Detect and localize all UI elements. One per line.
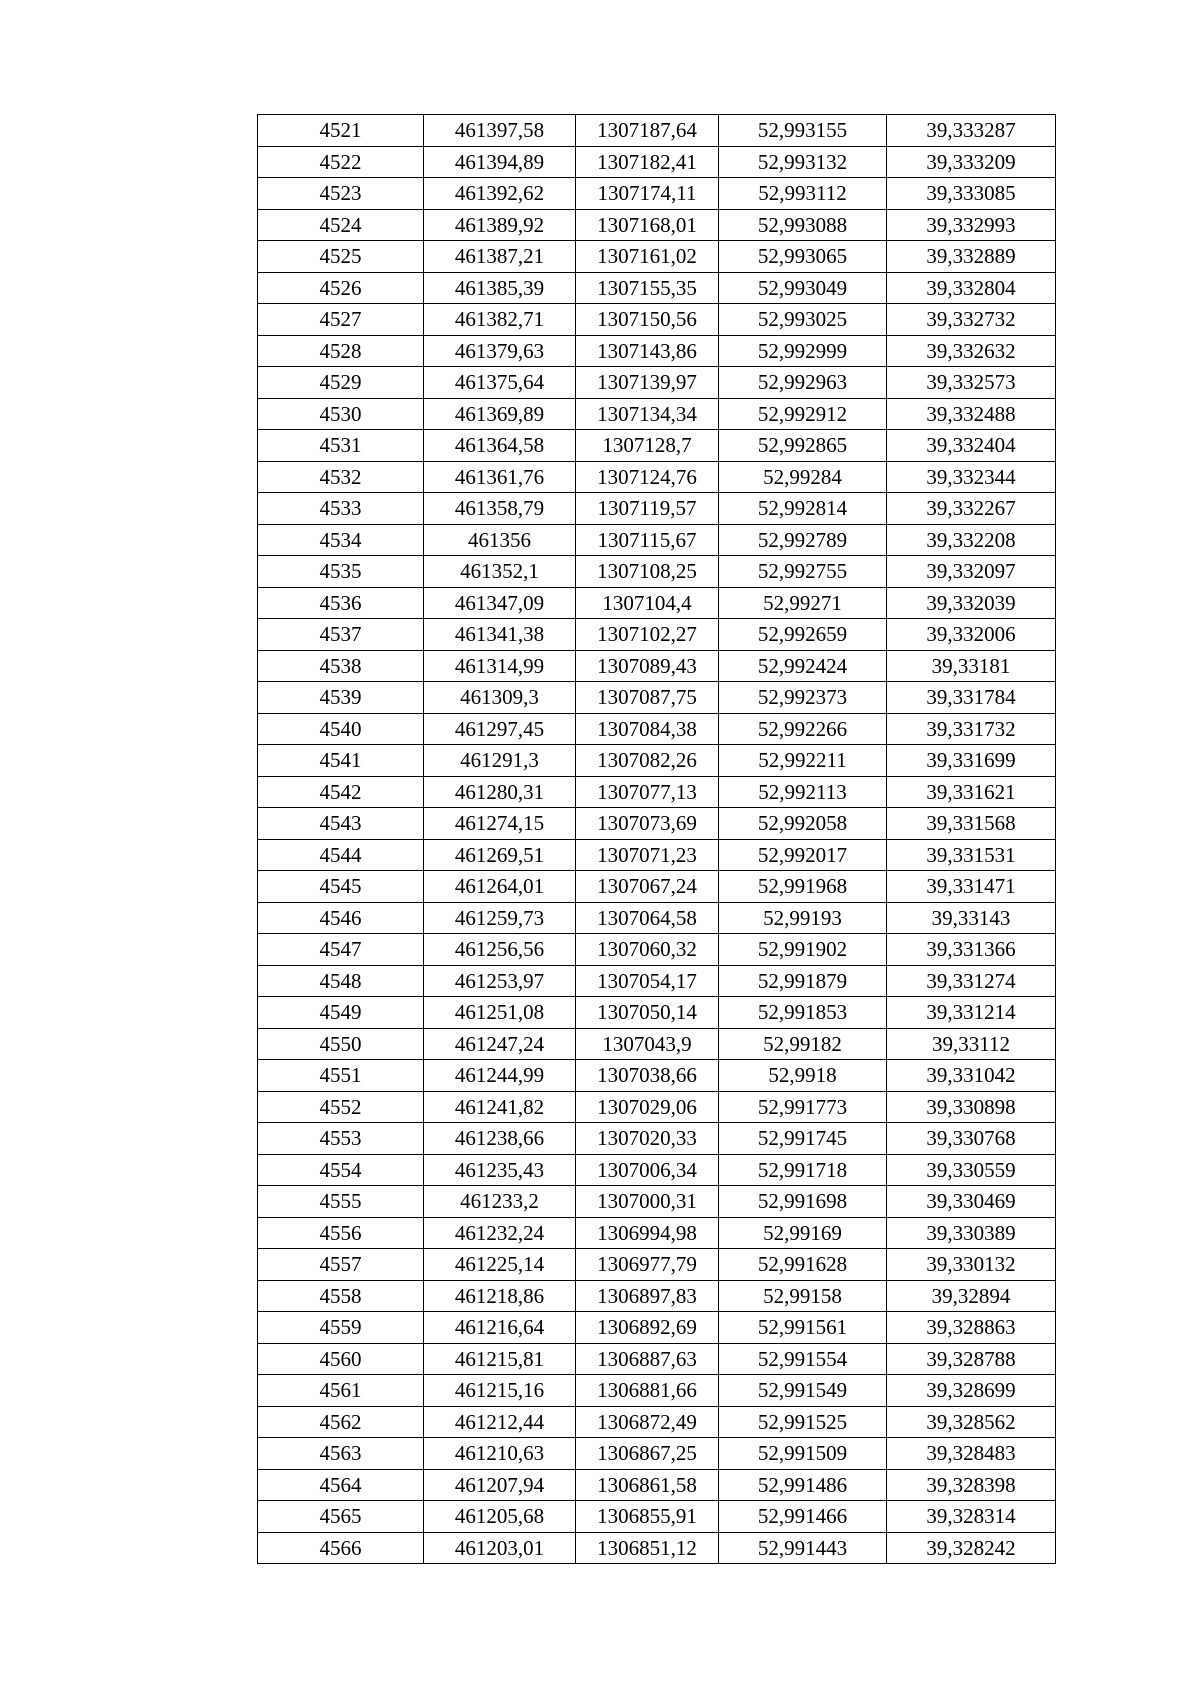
- longitude-cell: 39,328562: [887, 1406, 1056, 1438]
- table-row: [258, 524, 1056, 556]
- table-row: [258, 146, 1056, 178]
- coordinates-table-body: [258, 115, 1056, 1564]
- longitude-cell: 39,333209: [887, 146, 1056, 178]
- table-row: [258, 1312, 1056, 1344]
- point-number-cell: 4531: [258, 430, 424, 462]
- point-number-cell: 4548: [258, 965, 424, 997]
- latitude-cell: 52,992211: [719, 745, 887, 777]
- x-coordinate-cell: 461297,45: [424, 713, 576, 745]
- y-coordinate-cell: 1307155,35: [576, 272, 719, 304]
- y-coordinate-cell: 1306855,91: [576, 1501, 719, 1533]
- latitude-cell: 52,992755: [719, 556, 887, 588]
- latitude-cell: 52,99169: [719, 1217, 887, 1249]
- latitude-cell: 52,99271: [719, 587, 887, 619]
- table-row: [258, 178, 1056, 210]
- latitude-cell: 52,99284: [719, 461, 887, 493]
- point-number-cell: 4549: [258, 997, 424, 1029]
- table-row: [258, 367, 1056, 399]
- latitude-cell: 52,991525: [719, 1406, 887, 1438]
- latitude-cell: 52,993065: [719, 241, 887, 273]
- point-number-cell: 4528: [258, 335, 424, 367]
- longitude-cell: 39,332039: [887, 587, 1056, 619]
- x-coordinate-cell: 461256,56: [424, 934, 576, 966]
- longitude-cell: 39,330898: [887, 1091, 1056, 1123]
- point-number-cell: 4530: [258, 398, 424, 430]
- longitude-cell: 39,332344: [887, 461, 1056, 493]
- point-number-cell: 4551: [258, 1060, 424, 1092]
- point-number-cell: 4546: [258, 902, 424, 934]
- latitude-cell: 52,9918: [719, 1060, 887, 1092]
- point-number-cell: 4534: [258, 524, 424, 556]
- longitude-cell: 39,331042: [887, 1060, 1056, 1092]
- y-coordinate-cell: 1307077,13: [576, 776, 719, 808]
- point-number-cell: 4555: [258, 1186, 424, 1218]
- point-number-cell: 4536: [258, 587, 424, 619]
- table-row: [258, 1123, 1056, 1155]
- latitude-cell: 52,992912: [719, 398, 887, 430]
- y-coordinate-cell: 1306881,66: [576, 1375, 719, 1407]
- longitude-cell: 39,332804: [887, 272, 1056, 304]
- x-coordinate-cell: 461361,76: [424, 461, 576, 493]
- table-row: [258, 1406, 1056, 1438]
- longitude-cell: 39,332573: [887, 367, 1056, 399]
- latitude-cell: 52,991466: [719, 1501, 887, 1533]
- latitude-cell: 52,991902: [719, 934, 887, 966]
- y-coordinate-cell: 1307054,17: [576, 965, 719, 997]
- x-coordinate-cell: 461253,97: [424, 965, 576, 997]
- y-coordinate-cell: 1307128,7: [576, 430, 719, 462]
- x-coordinate-cell: 461203,01: [424, 1532, 576, 1564]
- table-row: [258, 241, 1056, 273]
- longitude-cell: 39,328314: [887, 1501, 1056, 1533]
- longitude-cell: 39,333085: [887, 178, 1056, 210]
- point-number-cell: 4553: [258, 1123, 424, 1155]
- longitude-cell: 39,332097: [887, 556, 1056, 588]
- latitude-cell: 52,993025: [719, 304, 887, 336]
- y-coordinate-cell: 1307168,01: [576, 209, 719, 241]
- table-row: [258, 1249, 1056, 1281]
- x-coordinate-cell: 461212,44: [424, 1406, 576, 1438]
- y-coordinate-cell: 1307161,02: [576, 241, 719, 273]
- x-coordinate-cell: 461369,89: [424, 398, 576, 430]
- x-coordinate-cell: 461233,2: [424, 1186, 576, 1218]
- longitude-cell: 39,330132: [887, 1249, 1056, 1281]
- point-number-cell: 4532: [258, 461, 424, 493]
- longitude-cell: 39,332488: [887, 398, 1056, 430]
- table-row: [258, 1186, 1056, 1218]
- longitude-cell: 39,331784: [887, 682, 1056, 714]
- longitude-cell: 39,333287: [887, 115, 1056, 147]
- x-coordinate-cell: 461394,89: [424, 146, 576, 178]
- table-row: [258, 745, 1056, 777]
- point-number-cell: 4529: [258, 367, 424, 399]
- point-number-cell: 4559: [258, 1312, 424, 1344]
- latitude-cell: 52,992266: [719, 713, 887, 745]
- x-coordinate-cell: 461309,3: [424, 682, 576, 714]
- point-number-cell: 4535: [258, 556, 424, 588]
- longitude-cell: 39,328863: [887, 1312, 1056, 1344]
- y-coordinate-cell: 1307060,32: [576, 934, 719, 966]
- y-coordinate-cell: 1307071,23: [576, 839, 719, 871]
- y-coordinate-cell: 1307006,34: [576, 1154, 719, 1186]
- y-coordinate-cell: 1307020,33: [576, 1123, 719, 1155]
- x-coordinate-cell: 461210,63: [424, 1438, 576, 1470]
- point-number-cell: 4565: [258, 1501, 424, 1533]
- y-coordinate-cell: 1307067,24: [576, 871, 719, 903]
- latitude-cell: 52,991698: [719, 1186, 887, 1218]
- latitude-cell: 52,992424: [719, 650, 887, 682]
- x-coordinate-cell: 461251,08: [424, 997, 576, 1029]
- x-coordinate-cell: 461218,86: [424, 1280, 576, 1312]
- latitude-cell: 52,991549: [719, 1375, 887, 1407]
- table-row: [258, 1154, 1056, 1186]
- y-coordinate-cell: 1307089,43: [576, 650, 719, 682]
- table-row: [258, 1028, 1056, 1060]
- x-coordinate-cell: 461247,24: [424, 1028, 576, 1060]
- y-coordinate-cell: 1307174,11: [576, 178, 719, 210]
- x-coordinate-cell: 461225,14: [424, 1249, 576, 1281]
- x-coordinate-cell: 461235,43: [424, 1154, 576, 1186]
- table-row: [258, 587, 1056, 619]
- table-row: [258, 713, 1056, 745]
- table-row: [258, 209, 1056, 241]
- x-coordinate-cell: 461291,3: [424, 745, 576, 777]
- x-coordinate-cell: 461269,51: [424, 839, 576, 871]
- longitude-cell: 39,332267: [887, 493, 1056, 525]
- longitude-cell: 39,328788: [887, 1343, 1056, 1375]
- longitude-cell: 39,332889: [887, 241, 1056, 273]
- longitude-cell: 39,33181: [887, 650, 1056, 682]
- point-number-cell: 4525: [258, 241, 424, 273]
- latitude-cell: 52,992963: [719, 367, 887, 399]
- x-coordinate-cell: 461389,92: [424, 209, 576, 241]
- x-coordinate-cell: 461280,31: [424, 776, 576, 808]
- latitude-cell: 52,993132: [719, 146, 887, 178]
- point-number-cell: 4533: [258, 493, 424, 525]
- point-number-cell: 4540: [258, 713, 424, 745]
- point-number-cell: 4527: [258, 304, 424, 336]
- latitude-cell: 52,992789: [719, 524, 887, 556]
- table-row: [258, 335, 1056, 367]
- point-number-cell: 4547: [258, 934, 424, 966]
- x-coordinate-cell: 461215,81: [424, 1343, 576, 1375]
- latitude-cell: 52,992113: [719, 776, 887, 808]
- point-number-cell: 4526: [258, 272, 424, 304]
- table-row: [258, 1375, 1056, 1407]
- y-coordinate-cell: 1307119,57: [576, 493, 719, 525]
- longitude-cell: 39,328398: [887, 1469, 1056, 1501]
- longitude-cell: 39,331214: [887, 997, 1056, 1029]
- y-coordinate-cell: 1306892,69: [576, 1312, 719, 1344]
- x-coordinate-cell: 461259,73: [424, 902, 576, 934]
- x-coordinate-cell: 461385,39: [424, 272, 576, 304]
- x-coordinate-cell: 461215,16: [424, 1375, 576, 1407]
- longitude-cell: 39,331531: [887, 839, 1056, 871]
- longitude-cell: 39,331366: [887, 934, 1056, 966]
- x-coordinate-cell: 461352,1: [424, 556, 576, 588]
- table-row: [258, 839, 1056, 871]
- x-coordinate-cell: 461341,38: [424, 619, 576, 651]
- latitude-cell: 52,99193: [719, 902, 887, 934]
- point-number-cell: 4523: [258, 178, 424, 210]
- point-number-cell: 4562: [258, 1406, 424, 1438]
- y-coordinate-cell: 1307043,9: [576, 1028, 719, 1060]
- x-coordinate-cell: 461207,94: [424, 1469, 576, 1501]
- y-coordinate-cell: 1306977,79: [576, 1249, 719, 1281]
- y-coordinate-cell: 1307029,06: [576, 1091, 719, 1123]
- latitude-cell: 52,991486: [719, 1469, 887, 1501]
- point-number-cell: 4541: [258, 745, 424, 777]
- coordinates-table: [257, 114, 1056, 1564]
- table-row: [258, 902, 1056, 934]
- latitude-cell: 52,99182: [719, 1028, 887, 1060]
- table-row: [258, 304, 1056, 336]
- y-coordinate-cell: 1307143,86: [576, 335, 719, 367]
- longitude-cell: 39,328483: [887, 1438, 1056, 1470]
- latitude-cell: 52,99158: [719, 1280, 887, 1312]
- longitude-cell: 39,331621: [887, 776, 1056, 808]
- y-coordinate-cell: 1306867,25: [576, 1438, 719, 1470]
- table-row: [258, 430, 1056, 462]
- longitude-cell: 39,332208: [887, 524, 1056, 556]
- point-number-cell: 4544: [258, 839, 424, 871]
- y-coordinate-cell: 1307082,26: [576, 745, 719, 777]
- table-row: [258, 1060, 1056, 1092]
- latitude-cell: 52,993112: [719, 178, 887, 210]
- table-row: [258, 1469, 1056, 1501]
- table-row: [258, 461, 1056, 493]
- y-coordinate-cell: 1307087,75: [576, 682, 719, 714]
- latitude-cell: 52,991443: [719, 1532, 887, 1564]
- latitude-cell: 52,991509: [719, 1438, 887, 1470]
- table-row: [258, 1280, 1056, 1312]
- point-number-cell: 4545: [258, 871, 424, 903]
- latitude-cell: 52,992058: [719, 808, 887, 840]
- table-row: [258, 398, 1056, 430]
- table-row: [258, 493, 1056, 525]
- x-coordinate-cell: 461232,24: [424, 1217, 576, 1249]
- point-number-cell: 4556: [258, 1217, 424, 1249]
- latitude-cell: 52,993088: [719, 209, 887, 241]
- point-number-cell: 4537: [258, 619, 424, 651]
- latitude-cell: 52,992017: [719, 839, 887, 871]
- x-coordinate-cell: 461264,01: [424, 871, 576, 903]
- longitude-cell: 39,331471: [887, 871, 1056, 903]
- latitude-cell: 52,992659: [719, 619, 887, 651]
- longitude-cell: 39,332993: [887, 209, 1056, 241]
- table-row: [258, 1438, 1056, 1470]
- table-row: [258, 682, 1056, 714]
- longitude-cell: 39,331699: [887, 745, 1056, 777]
- table-row: [258, 1217, 1056, 1249]
- longitude-cell: 39,33143: [887, 902, 1056, 934]
- longitude-cell: 39,33112: [887, 1028, 1056, 1060]
- point-number-cell: 4550: [258, 1028, 424, 1060]
- longitude-cell: 39,332632: [887, 335, 1056, 367]
- latitude-cell: 52,992865: [719, 430, 887, 462]
- y-coordinate-cell: 1307050,14: [576, 997, 719, 1029]
- point-number-cell: 4560: [258, 1343, 424, 1375]
- y-coordinate-cell: 1307102,27: [576, 619, 719, 651]
- y-coordinate-cell: 1306887,63: [576, 1343, 719, 1375]
- latitude-cell: 52,991718: [719, 1154, 887, 1186]
- point-number-cell: 4564: [258, 1469, 424, 1501]
- latitude-cell: 52,991879: [719, 965, 887, 997]
- table-row: [258, 1532, 1056, 1564]
- latitude-cell: 52,993049: [719, 272, 887, 304]
- point-number-cell: 4521: [258, 115, 424, 147]
- point-number-cell: 4554: [258, 1154, 424, 1186]
- table-row: [258, 965, 1056, 997]
- y-coordinate-cell: 1307134,34: [576, 398, 719, 430]
- x-coordinate-cell: 461364,58: [424, 430, 576, 462]
- latitude-cell: 52,991745: [719, 1123, 887, 1155]
- y-coordinate-cell: 1307139,97: [576, 367, 719, 399]
- latitude-cell: 52,993155: [719, 115, 887, 147]
- x-coordinate-cell: 461241,82: [424, 1091, 576, 1123]
- point-number-cell: 4557: [258, 1249, 424, 1281]
- y-coordinate-cell: 1306861,58: [576, 1469, 719, 1501]
- y-coordinate-cell: 1307124,76: [576, 461, 719, 493]
- x-coordinate-cell: 461205,68: [424, 1501, 576, 1533]
- x-coordinate-cell: 461379,63: [424, 335, 576, 367]
- longitude-cell: 39,330469: [887, 1186, 1056, 1218]
- point-number-cell: 4522: [258, 146, 424, 178]
- table-row: [258, 871, 1056, 903]
- x-coordinate-cell: 461274,15: [424, 808, 576, 840]
- x-coordinate-cell: 461387,21: [424, 241, 576, 273]
- table-row: [258, 1343, 1056, 1375]
- latitude-cell: 52,992373: [719, 682, 887, 714]
- y-coordinate-cell: 1307108,25: [576, 556, 719, 588]
- point-number-cell: 4543: [258, 808, 424, 840]
- latitude-cell: 52,991968: [719, 871, 887, 903]
- table-row: [258, 776, 1056, 808]
- longitude-cell: 39,32894: [887, 1280, 1056, 1312]
- x-coordinate-cell: 461216,64: [424, 1312, 576, 1344]
- table-row: [258, 556, 1056, 588]
- y-coordinate-cell: 1307084,38: [576, 713, 719, 745]
- x-coordinate-cell: 461392,62: [424, 178, 576, 210]
- table-row: [258, 115, 1056, 147]
- table-row: [258, 272, 1056, 304]
- longitude-cell: 39,331732: [887, 713, 1056, 745]
- point-number-cell: 4552: [258, 1091, 424, 1123]
- longitude-cell: 39,330768: [887, 1123, 1056, 1155]
- longitude-cell: 39,330559: [887, 1154, 1056, 1186]
- x-coordinate-cell: 461382,71: [424, 304, 576, 336]
- longitude-cell: 39,328699: [887, 1375, 1056, 1407]
- point-number-cell: 4566: [258, 1532, 424, 1564]
- table-row: [258, 934, 1056, 966]
- table-row: [258, 1091, 1056, 1123]
- point-number-cell: 4538: [258, 650, 424, 682]
- y-coordinate-cell: 1307104,4: [576, 587, 719, 619]
- point-number-cell: 4524: [258, 209, 424, 241]
- longitude-cell: 39,328242: [887, 1532, 1056, 1564]
- x-coordinate-cell: 461397,58: [424, 115, 576, 147]
- table-row: [258, 808, 1056, 840]
- x-coordinate-cell: 461358,79: [424, 493, 576, 525]
- latitude-cell: 52,992999: [719, 335, 887, 367]
- y-coordinate-cell: 1307187,64: [576, 115, 719, 147]
- x-coordinate-cell: 461314,99: [424, 650, 576, 682]
- y-coordinate-cell: 1306994,98: [576, 1217, 719, 1249]
- point-number-cell: 4558: [258, 1280, 424, 1312]
- latitude-cell: 52,991554: [719, 1343, 887, 1375]
- y-coordinate-cell: 1307073,69: [576, 808, 719, 840]
- y-coordinate-cell: 1306897,83: [576, 1280, 719, 1312]
- y-coordinate-cell: 1307115,67: [576, 524, 719, 556]
- x-coordinate-cell: 461244,99: [424, 1060, 576, 1092]
- longitude-cell: 39,331568: [887, 808, 1056, 840]
- point-number-cell: 4561: [258, 1375, 424, 1407]
- x-coordinate-cell: 461238,66: [424, 1123, 576, 1155]
- longitude-cell: 39,332006: [887, 619, 1056, 651]
- latitude-cell: 52,991773: [719, 1091, 887, 1123]
- y-coordinate-cell: 1306872,49: [576, 1406, 719, 1438]
- y-coordinate-cell: 1307182,41: [576, 146, 719, 178]
- y-coordinate-cell: 1307150,56: [576, 304, 719, 336]
- point-number-cell: 4539: [258, 682, 424, 714]
- table-row: [258, 650, 1056, 682]
- longitude-cell: 39,331274: [887, 965, 1056, 997]
- table-row: [258, 997, 1056, 1029]
- longitude-cell: 39,330389: [887, 1217, 1056, 1249]
- table-row: [258, 619, 1056, 651]
- x-coordinate-cell: 461347,09: [424, 587, 576, 619]
- latitude-cell: 52,991628: [719, 1249, 887, 1281]
- point-number-cell: 4563: [258, 1438, 424, 1470]
- longitude-cell: 39,332404: [887, 430, 1056, 462]
- y-coordinate-cell: 1307000,31: [576, 1186, 719, 1218]
- y-coordinate-cell: 1307038,66: [576, 1060, 719, 1092]
- latitude-cell: 52,991853: [719, 997, 887, 1029]
- x-coordinate-cell: 461356: [424, 524, 576, 556]
- longitude-cell: 39,332732: [887, 304, 1056, 336]
- latitude-cell: 52,992814: [719, 493, 887, 525]
- x-coordinate-cell: 461375,64: [424, 367, 576, 399]
- y-coordinate-cell: 1307064,58: [576, 902, 719, 934]
- point-number-cell: 4542: [258, 776, 424, 808]
- y-coordinate-cell: 1306851,12: [576, 1532, 719, 1564]
- latitude-cell: 52,991561: [719, 1312, 887, 1344]
- table-row: [258, 1501, 1056, 1533]
